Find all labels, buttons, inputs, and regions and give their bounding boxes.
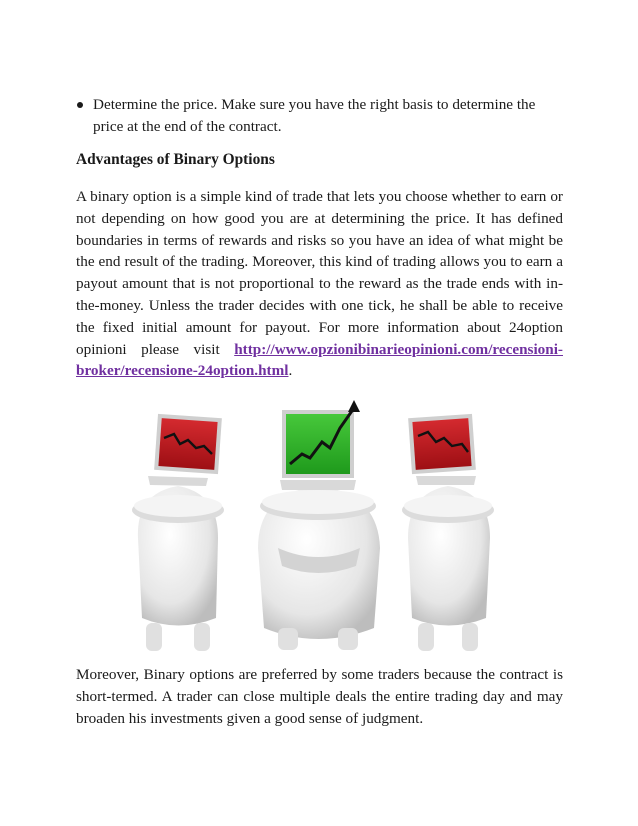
paragraph-text: A binary option is a simple kind of trade that lets you choose whether to earn or not depending on how good you are at determining the price. It has defined boundaries in terms of rewards and risks so you have an idea of what might be the end result of the trading. Moreover, this kind of trading allows you to earn a payout amount that is not proportional to the reward as the trade ends with in-the-money. Unless the trader decides with one tick, he shall be able to receive the fixed initial amount for payout. For more information about 24option opinioni please visit xyxy=(76,188,563,358)
paragraph-preferred: Moreover, Binary options are preferred by some traders because the contract is short-termed. A trader can close multiple deals the entire trading day and may broaden his investments given a good sense of judgment. xyxy=(76,666,563,727)
left-trader-figure xyxy=(132,414,224,651)
paragraph-end: . xyxy=(288,362,293,380)
paragraph-advantages xyxy=(76,186,563,382)
recensione-link[interactable]: http://www.opzionibinarieopinioni.com/recensioni-broker/recensione-24option.html xyxy=(76,340,563,380)
bullet-list xyxy=(93,94,563,138)
traders-illustration xyxy=(118,388,518,653)
section-heading: Advantages of Binary Options xyxy=(76,151,275,168)
bullet-item: Determine the price. Make sure you have the right basis to determine the price at the end of the contract. xyxy=(93,96,536,135)
right-trader-figure xyxy=(402,414,494,651)
bullet-dot-icon xyxy=(77,102,83,108)
center-trader-figure xyxy=(258,400,380,650)
up-arrow-icon xyxy=(348,400,360,412)
